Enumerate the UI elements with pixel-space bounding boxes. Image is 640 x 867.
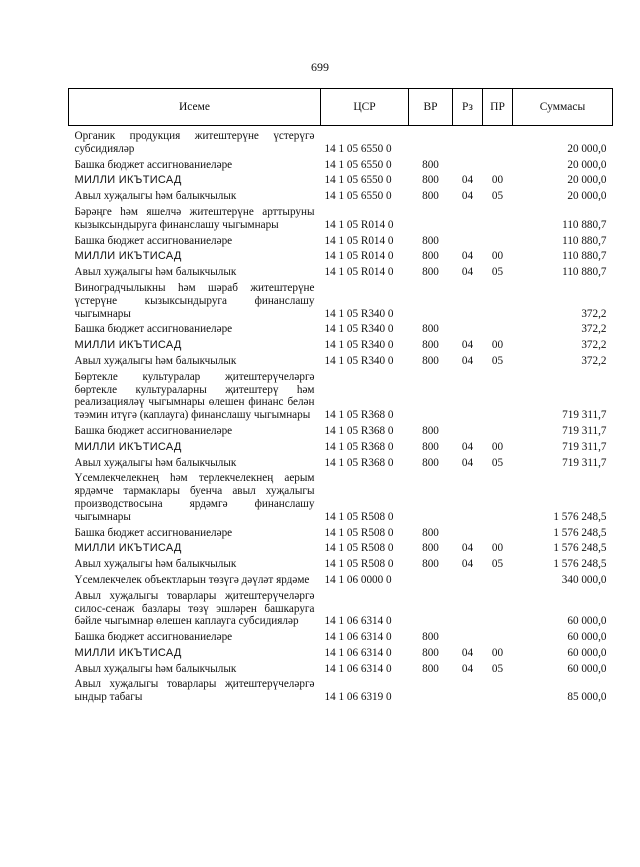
cell-name: МИЛЛИ ИКЪТИСАД [74,250,182,263]
cell-name: Үсемлекчелек объектларын төзүгә дәүләт ярдәме [74,573,310,586]
cell-name: Бәрәңге һәм яшелчә житештерүне арттыруны кызыксындыруга финанслашу чыгымнары [74,205,315,231]
cell-sum: 20 000,0 [567,158,607,171]
cell-sum: 1 576 248,5 [553,558,607,571]
table-row [69,677,613,706]
cell-csr: 14 1 05 R340 0 [324,307,394,320]
cell-csr: 14 1 05 R340 0 [324,323,394,336]
cell-vr: 800 [422,424,439,437]
cell-sum: 372,2 [581,323,607,336]
cell-rz: 04 [461,354,474,367]
cell-sum: 60 000,0 [567,615,607,628]
cell-vr: 800 [422,542,439,555]
page-number: 699 [311,60,329,74]
table-row [69,557,613,573]
cell-pr [483,233,513,249]
cell-vr [409,588,453,629]
cell-csr: 14 1 05 R014 0 [324,218,394,231]
cell-sum: 719 311,7 [562,409,607,422]
cell-csr: 14 1 05 R014 0 [324,250,394,263]
cell-rz [453,677,483,706]
cell-pr: 00 [491,174,504,187]
cell-name: МИЛЛИ ИКЪТИСАД [74,646,182,659]
cell-name: Органик продукция житештерүне үстерүгә субсидияләр [74,130,315,155]
cell-pr: 05 [491,662,504,675]
cell-pr: 05 [491,558,504,571]
cell-name: Бөртекле культуралар җитештерүчеләргә бөртекле культураларны җитештерү һәм реализацияләү чыгымнары өлешен финанс белән тәэмин итүгә (каплауга) финанслашу чыгымнары [74,370,315,422]
table-body [69,126,613,706]
cell-sum: 1 576 248,5 [553,510,607,523]
cell-rz: 04 [461,440,474,453]
cell-csr: 14 1 05 R368 0 [324,409,394,422]
cell-rz [453,280,483,321]
cell-sum: 110 880,7 [562,266,607,279]
cell-name: Авыл хуҗалыгы товарлары җитештерүчеләргә ындыр табагы [74,678,315,704]
cell-csr: 14 1 06 6314 0 [324,646,392,659]
cell-pr: 05 [491,354,504,367]
table-row [69,249,613,265]
cell-rz [453,525,483,541]
cell-sum: 719 311,7 [562,456,607,469]
cell-vr [409,471,453,525]
cell-pr [483,157,513,173]
table-row [69,126,613,158]
cell-sum: 110 880,7 [562,250,607,263]
cell-pr [483,630,513,646]
table-row [69,173,613,189]
cell-sum: 372,2 [581,339,607,352]
cell-vr: 800 [422,631,439,644]
cell-vr: 800 [422,456,439,469]
cell-vr: 800 [422,526,439,539]
cell-csr: 14 1 05 6550 0 [324,142,392,155]
cell-vr: 800 [422,646,439,659]
cell-csr: 14 1 05 R014 0 [324,234,394,247]
cell-vr: 800 [422,323,439,336]
table-row [69,423,613,439]
cell-rz: 04 [461,662,474,675]
cell-pr [483,572,513,588]
cell-rz [453,126,483,158]
cell-name: Авыл хуҗалыгы товарлары җитештерүчеләргә силос-сенаж базлары төзү эшләрен башкаруга бәйле чыгымнар өлешен каплауга субсидияләр [74,589,315,628]
cell-rz: 04 [461,558,474,571]
cell-sum: 60 000,0 [567,631,607,644]
cell-sum: 20 000,0 [567,142,607,155]
cell-rz [453,157,483,173]
table-row [69,157,613,173]
cell-vr [409,677,453,706]
cell-pr: 00 [491,339,504,352]
header-csr: ЦСР [321,89,409,126]
table-row [69,525,613,541]
cell-csr: 14 1 05 R368 0 [324,440,394,453]
cell-csr: 14 1 05 R340 0 [324,339,394,352]
cell-sum: 372,2 [581,307,607,320]
cell-csr: 14 1 05 R508 0 [324,526,394,539]
cell-vr: 800 [422,339,439,352]
cell-rz [453,588,483,629]
cell-vr [409,369,453,423]
cell-rz [453,322,483,338]
cell-pr: 00 [491,250,504,263]
cell-vr [409,572,453,588]
cell-name: Авыл хуҗалыгы һәм балыкчылык [74,662,237,675]
table-row [69,265,613,281]
cell-vr: 800 [422,190,439,203]
table-row [69,455,613,471]
cell-pr [483,471,513,525]
header-sum: Суммасы [513,89,613,126]
cell-csr: 14 1 05 R508 0 [324,558,394,571]
cell-rz [453,204,483,233]
cell-name: Авыл хуҗалыгы һәм балыкчылык [74,456,237,469]
table-row [69,338,613,354]
cell-csr: 14 1 06 6314 0 [324,631,392,644]
cell-sum: 60 000,0 [567,646,607,659]
table-row [69,661,613,677]
cell-name: МИЛЛИ ИКЪТИСАД [74,542,182,555]
budget-table [68,88,613,706]
cell-sum: 20 000,0 [567,190,607,203]
cell-sum: 60 000,0 [567,662,607,675]
cell-vr: 800 [422,662,439,675]
cell-pr [483,588,513,629]
table-row [69,630,613,646]
cell-rz: 04 [461,266,474,279]
cell-sum: 719 311,7 [562,440,607,453]
cell-pr [483,525,513,541]
table-row [69,541,613,557]
cell-name: Башка бюджет ассигнованиеләре [74,158,233,171]
header-vr: ВР [409,89,453,126]
cell-sum: 20 000,0 [567,174,607,187]
cell-csr: 14 1 05 6550 0 [324,174,392,187]
cell-csr: 14 1 06 0000 0 [324,573,392,586]
cell-vr: 800 [422,174,439,187]
cell-csr: 14 1 05 R340 0 [324,354,394,367]
header-pr: ПР [483,89,513,126]
table-row [69,353,613,369]
cell-sum: 719 311,7 [562,424,607,437]
cell-csr: 14 1 06 6314 0 [324,662,392,675]
cell-name: Авыл хуҗалыгы һәм балыкчылык [74,190,237,203]
cell-csr: 14 1 06 6319 0 [324,691,392,704]
cell-vr: 800 [422,354,439,367]
cell-sum: 372,2 [581,354,607,367]
cell-name: Авыл хуҗалыгы һәм балыкчылык [74,354,237,367]
cell-rz: 04 [461,250,474,263]
cell-rz [453,572,483,588]
cell-pr [483,126,513,158]
cell-vr: 800 [422,558,439,571]
cell-name: Башка бюджет ассигнованиеләре [74,424,233,437]
cell-rz [453,630,483,646]
cell-name: МИЛЛИ ИКЪТИСАД [74,339,182,352]
cell-sum: 340 000,0 [561,573,607,586]
cell-csr: 14 1 05 R368 0 [324,456,394,469]
table-row [69,280,613,321]
cell-csr: 14 1 05 6550 0 [324,190,392,203]
header-rz: Рз [453,89,483,126]
cell-csr: 14 1 05 R014 0 [324,266,394,279]
cell-name: Авыл хуҗалыгы һәм балыкчылык [74,558,237,571]
cell-name: Башка бюджет ассигнованиеләре [74,323,233,336]
cell-rz [453,369,483,423]
cell-rz: 04 [461,542,474,555]
cell-vr: 800 [422,158,439,171]
cell-pr [483,677,513,706]
cell-name: МИЛЛИ ИКЪТИСАД [74,440,182,453]
cell-pr: 00 [491,646,504,659]
cell-sum: 1 576 248,5 [553,526,607,539]
cell-rz: 04 [461,174,474,187]
cell-pr [483,322,513,338]
cell-csr: 14 1 05 R368 0 [324,424,394,437]
cell-sum: 110 880,7 [562,218,607,231]
table-row [69,439,613,455]
cell-sum: 110 880,7 [562,234,607,247]
cell-vr [409,280,453,321]
cell-pr: 05 [491,456,504,469]
cell-csr: 14 1 06 6314 0 [324,615,392,628]
cell-pr [483,423,513,439]
cell-vr: 800 [422,250,439,263]
table-row [69,572,613,588]
table-row [69,204,613,233]
cell-vr: 800 [422,234,439,247]
cell-vr: 800 [422,266,439,279]
cell-rz: 04 [461,456,474,469]
cell-rz [453,233,483,249]
cell-pr: 05 [491,190,504,203]
cell-vr: 800 [422,440,439,453]
cell-pr [483,204,513,233]
cell-name: Авыл хуҗалыгы һәм балыкчылык [74,266,237,279]
table-row [69,322,613,338]
table-row [69,588,613,629]
cell-csr: 14 1 05 R508 0 [324,542,394,555]
table-header-row [69,89,613,126]
cell-vr [409,204,453,233]
cell-name: Виноградчылыкны һәм шәраб житештерүне үстерүне кызыксындыруга финанслашу чыгымнары [74,281,315,320]
cell-name: Үсемлекчелекнең һәм терлекчелекнең аерым ярдәмче тармаклары буенча авыл хуҗалыгы производствосына ярдәмгә финанслашу чыгымнары [74,472,315,523]
table-row [69,471,613,525]
cell-csr: 14 1 05 6550 0 [324,158,392,171]
cell-pr: 05 [491,266,504,279]
header-name: Исеме [69,89,321,126]
cell-csr: 14 1 05 R508 0 [324,510,394,523]
cell-name: МИЛЛИ ИКЪТИСАД [74,174,182,187]
cell-pr: 00 [491,542,504,555]
cell-rz: 04 [461,339,474,352]
cell-sum: 1 576 248,5 [553,542,607,555]
cell-sum: 85 000,0 [567,691,607,704]
cell-vr [409,126,453,158]
table-row [69,233,613,249]
cell-name: Башка бюджет ассигнованиеләре [74,234,233,247]
cell-pr [483,280,513,321]
cell-name: Башка бюджет ассигнованиеләре [74,526,233,539]
cell-rz: 04 [461,190,474,203]
cell-name: Башка бюджет ассигнованиеләре [74,631,233,644]
cell-pr: 00 [491,440,504,453]
table-row [69,369,613,423]
cell-rz [453,423,483,439]
table-row [69,189,613,205]
cell-pr [483,369,513,423]
cell-rz: 04 [461,646,474,659]
cell-rz [453,471,483,525]
table-row [69,645,613,661]
